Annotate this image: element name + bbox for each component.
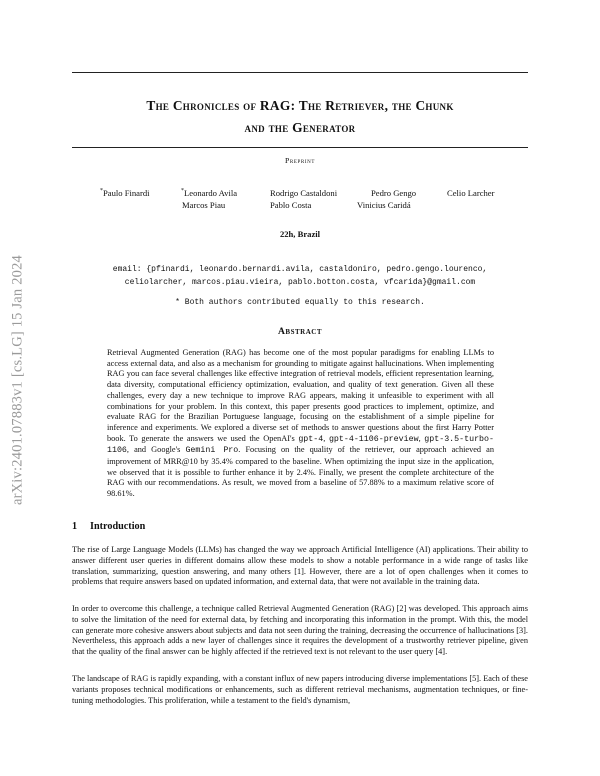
- email-line-2: celiolarcher, marcos.piau.vieira, pablo.botton.costa, vfcarida}@gmail.com: [124, 277, 476, 287]
- author-leonardo-avila: *Leonardo Avila: [181, 188, 238, 198]
- author-paulo-finardi: *Paulo Finardi: [100, 188, 150, 198]
- author-emails: [72, 264, 528, 289]
- equal-contribution-mark: *: [181, 188, 184, 195]
- arxiv-identifier: arXiv:2401.07883v1 [cs.LG] 15 Jan 2024: [9, 254, 26, 506]
- title-top-rule: [72, 72, 528, 73]
- model-name-gpt35: gpt-3.5-turbo-1106: [107, 434, 494, 456]
- title-line-2: and the Generator: [244, 120, 356, 135]
- abstract-body: Retrieval Augmented Generation (RAG) has become one of the most popular paradigms for enabling LLMs to access external data, and also as a mechanism for grounding to mitigate against hallucinations. When implementing RAG you can face several challenges like effective integration of retrieval models, efficient representation learning, data diversity, computational efficiency optimization, evaluation, and quality of text generation. Given all these challenges, every day a new technique to improve RAG appears, making it unfeasible to experiment with all combinations for your problem. In this context, this paper presents good practices to implement, optimize, and evaluate RAG for the Brazilian Portuguese language, focusing on the establishment of a simple pipeline for inference and experiments. We explored a diverse set of methods to answer questions about the first Harry Potter book. To generate the answers we used the OpenAI's gpt-4, gpt-4-1106-preview, gpt-3.5-turbo-1106, and Google's Gemini Pro. Focusing on the quality of the retriever, our approach achieved an improvement of MRR@10 by 35.4% compared to the baseline. When optimizing the input size in the application, we observed that it is possible to further enhance it by 2.4%. Finally, we present the complete architecture of the RAG with our recommendations. As result, we moved from a baseline of 57.88% to a maximum relative score of 98.61%.: [107, 348, 495, 499]
- equal-contribution-note: * Both authors contributed equally to this research.: [175, 298, 425, 307]
- title-line-1: The Chronicles of RAG: The Retriever, the Chunk: [146, 98, 454, 113]
- email-line-1: email: {pfinardi, leonardo.bernardi.avila, castaldoniro, pedro.gengo.lourenco,: [112, 265, 488, 274]
- author-vinicius-carida: Vinicius Caridá: [357, 200, 411, 210]
- intro-paragraph-1: The rise of Large Language Models (LLMs) has changed the way we approach Artificial Intelligence (AI) applications. Their ability to answer different user queries in different domains allow these models to show a notable performance in a wide range of tasks like translation, summarizing, question answering, and many others [1]. However, there are a lot of open challenges when it comes to problems that require answers based on updated information, and external data, that were not available in the training data.: [72, 545, 528, 587]
- title-bottom-rule: [72, 147, 528, 148]
- paper-title: [72, 95, 528, 139]
- preprint-label: Preprint: [285, 156, 315, 165]
- section-title: Introduction: [90, 521, 146, 532]
- author-pablo-costa: Pablo Costa: [270, 200, 312, 210]
- section-heading-introduction: [72, 521, 528, 532]
- arxiv-sidebar: [6, 200, 30, 560]
- equal-contribution-mark: *: [100, 188, 103, 195]
- author-marcos-piau: Marcos Piau: [182, 200, 226, 210]
- author-celio-larcher: Celio Larcher: [447, 188, 495, 198]
- model-name-gemini: Gemini Pro: [185, 446, 239, 456]
- model-name-gpt4: gpt-4: [298, 434, 324, 444]
- author-rodrigo-castaldoni: Rodrigo Castaldoni: [270, 188, 338, 198]
- section-number: 1: [72, 521, 78, 532]
- author-pedro-gengo: Pedro Gengo: [371, 188, 417, 198]
- abstract-heading: Abstract: [278, 326, 322, 337]
- intro-paragraph-2: In order to overcome this challenge, a technique called Retrieval Augmented Generation (RAG) [2] was developed. This approach aims to solve the limitation of the need for external data, by fetching and incorporating this information in the prompt. With this, the model can generate more cohesive answers about subjects and data not seen during the training, decreasing the occurrence of hallucinations [3]. Nevertheless, this approach adds a new layer of challenges since it requires the development of a trustworthy retriever pipeline, given that the quality of the final answer can be highly affected if the retrieved text is not relevant to the user query [4].: [72, 604, 528, 657]
- model-name-gpt4-preview: gpt-4-1106-preview: [328, 434, 419, 444]
- affiliation: 22h, Brazil: [279, 229, 321, 239]
- intro-paragraph-3: The landscape of RAG is rapidly expanding, with a constant influx of new papers introducing diverse implementations [5]. Each of these variants proposes technical modifications or enhancements, such as different retrieval mechanisms, augmentation techniques, or fine-tuning methodologies. This proliferation, while a testament to the field's dynamism,: [72, 674, 528, 705]
